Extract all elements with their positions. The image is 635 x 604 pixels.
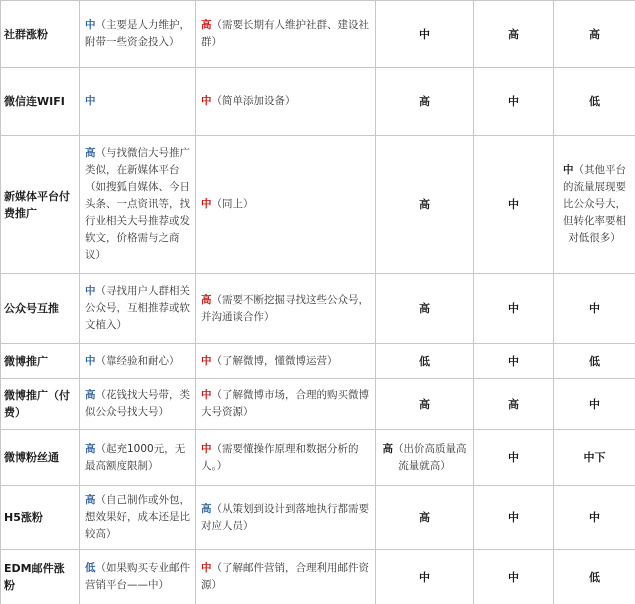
cost-desc: （靠经验和耐心）: [95, 354, 180, 367]
staff-cell: [196, 1, 376, 68]
table-row: [1, 486, 635, 550]
table-row: [1, 1, 635, 68]
cost-cell: [80, 68, 196, 136]
rating-cell-c: 中: [554, 379, 635, 430]
staff-level: 高: [201, 502, 212, 515]
rating-cell-c: 中: [554, 274, 635, 344]
method-name: 社群涨粉: [1, 1, 80, 68]
cost-desc: （与找微信大号推广类似，在新媒体平台（如搜狐自媒体、今日头条、一点资讯等，找行业相关大号推荐或发软文，价格需与之商议）: [85, 147, 190, 261]
cost-cell: [80, 486, 196, 550]
cost-cell: [80, 344, 196, 379]
staff-cell: [196, 68, 376, 136]
method-name: 新媒体平台付费推广: [1, 136, 80, 274]
method-name: 微博推广: [1, 344, 80, 379]
table-row: [1, 68, 635, 136]
rating-cell-c: 低: [554, 344, 635, 379]
rating-cell-a: 中: [376, 550, 474, 604]
staff-desc: （需要懂操作原理和数据分析的人。）: [201, 442, 359, 472]
cost-level: 中: [85, 19, 96, 31]
cost-cell: [80, 430, 196, 486]
staff-level: 中: [201, 354, 212, 367]
staff-cell: [196, 344, 376, 379]
rating-cell-a: 高: [376, 136, 474, 274]
method-name: H5涨粉: [1, 486, 80, 550]
cost-level: 中: [85, 285, 96, 297]
staff-level: 中: [201, 95, 212, 107]
rating-cell-a: 高: [376, 68, 474, 136]
staff-level: 中: [201, 198, 212, 210]
rating-cell-a: [376, 430, 474, 486]
rating-cell-a: 高: [376, 379, 474, 430]
cost-level: 低: [85, 562, 96, 574]
rating-cell-c: 中下: [554, 430, 635, 486]
rating-cell-c: 中: [554, 486, 635, 550]
table-row: [1, 136, 635, 274]
cost-level: 中: [85, 354, 96, 367]
cost-desc: （自己制作或外包，想效果好，成本还是比较高）: [85, 494, 190, 540]
rating-cell-b: 中: [474, 430, 554, 486]
rating-cell-b: 高: [474, 1, 554, 68]
cost-level: 中: [85, 95, 96, 107]
rating-cell-c: 低: [554, 550, 635, 604]
staff-desc: （了解邮件营销，合理利用邮件资源）: [201, 562, 369, 591]
staff-desc: （需要长期有人维护社群、建设社群）: [201, 19, 369, 48]
method-name: EDM邮件涨粉: [1, 550, 80, 604]
table-row: [1, 550, 635, 604]
staff-level: 高: [201, 293, 212, 306]
rating-cell-c: [554, 136, 635, 274]
staff-level: 高: [201, 19, 212, 31]
cost-cell: [80, 379, 196, 430]
rating-cell-b: 中: [474, 274, 554, 344]
staff-cell: [196, 379, 376, 430]
staff-desc: （了解微博，懂微博运营）: [211, 354, 338, 367]
rating-cell-c: 低: [554, 68, 635, 136]
staff-cell: [196, 486, 376, 550]
staff-level: 中: [201, 389, 212, 401]
rating-cell-b: 中: [474, 68, 554, 136]
method-name: 微博粉丝通: [1, 430, 80, 486]
method-name: 微信连WIFI: [1, 68, 80, 136]
table-row: [1, 344, 635, 379]
rating-level: 中: [563, 164, 574, 176]
rating-desc: （其他平台的流量展现要比公众号大，但转化率要相对低很多）: [563, 164, 626, 244]
cost-cell: [80, 274, 196, 344]
rating-cell-b: 中: [474, 550, 554, 604]
rating-cell-a: 低: [376, 344, 474, 379]
rating-cell-b: 中: [474, 486, 554, 550]
rating-level: 高: [382, 442, 393, 455]
table-row: [1, 274, 635, 344]
cost-level: 高: [85, 442, 96, 455]
rating-cell-b: 中: [474, 344, 554, 379]
staff-cell: [196, 274, 376, 344]
rating-cell-c: 高: [554, 1, 635, 68]
cost-cell: [80, 136, 196, 274]
cost-desc: （花钱找大号带，类似公众号找大号）: [85, 389, 190, 418]
staff-desc: （从策划到设计到落地执行都需要对应人员）: [201, 502, 369, 532]
cost-desc: （主要是人力维护，附带一些资金投入）: [85, 19, 190, 48]
staff-desc: （需要不断挖掘寻找这些公众号，并沟通谈合作）: [201, 293, 369, 323]
cost-level: 高: [85, 389, 96, 401]
staff-level: 中: [201, 442, 212, 455]
cost-level: 高: [85, 494, 96, 506]
staff-desc: （简单添加设备）: [211, 95, 296, 107]
rating-cell-b: 高: [474, 379, 554, 430]
staff-level: 中: [201, 562, 212, 574]
cost-desc: （寻找用户人群相关公众号，互相推荐或软文植入）: [85, 285, 190, 331]
cost-desc: （起充1000元，无最高额度限制）: [85, 442, 186, 472]
cost-cell: [80, 550, 196, 604]
cost-desc: （如果购买专业邮件营销平台——中）: [85, 562, 190, 591]
rating-cell-a: 高: [376, 274, 474, 344]
cost-cell: [80, 1, 196, 68]
table-row: [1, 430, 635, 486]
staff-cell: [196, 136, 376, 274]
rating-cell-a: 中: [376, 1, 474, 68]
rating-desc: （出价高质量高流量就高）: [393, 442, 467, 472]
staff-cell: [196, 430, 376, 486]
staff-desc: （了解微博市场，合理的购买微博大号资源）: [201, 389, 369, 418]
table-row: [1, 379, 635, 430]
method-name: 公众号互推: [1, 274, 80, 344]
staff-cell: [196, 550, 376, 604]
rating-cell-a: 高: [376, 486, 474, 550]
cost-level: 高: [85, 147, 96, 159]
rating-cell-b: 中: [474, 136, 554, 274]
staff-desc: （同上）: [211, 198, 254, 210]
method-name: 微博推广（付费）: [1, 379, 80, 430]
